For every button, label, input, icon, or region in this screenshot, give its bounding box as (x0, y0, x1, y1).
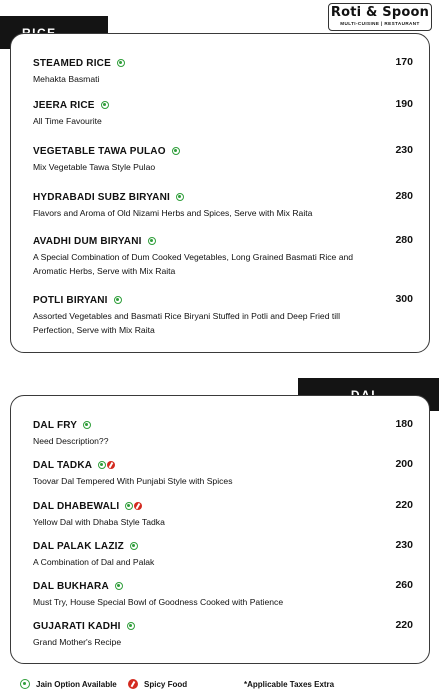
menu-item-header (33, 234, 413, 248)
menu-item-name: DAL DHABEWALI (33, 500, 120, 512)
menu-item-description: All Time Favourite (33, 116, 102, 126)
jain-option-icon (172, 147, 180, 155)
menu-item-description: Yellow Dal with Dhaba Style Tadka (33, 517, 165, 527)
menu-item-icons (98, 461, 115, 469)
dal-menu-panel (10, 395, 430, 664)
menu-item (33, 144, 413, 174)
menu-item-description: A Special Combination of Dum Cooked Vegetables, Long Grained Basmati Rice and Aromatic Herbs, Serve with Mix Raita (33, 252, 354, 276)
menu-item-icons (130, 542, 138, 550)
jain-option-icon (115, 582, 123, 590)
rice-menu-panel (10, 33, 430, 353)
logo-tagline: MULTI-CUISINE | RESTAURANT (340, 21, 420, 26)
menu-item-price: 220 (395, 619, 413, 631)
menu-item-name: DAL PALAK LAZIZ (33, 540, 124, 552)
menu-item-header (33, 458, 413, 472)
menu-item-description: Flavors and Aroma of Old Nizami Herbs and Spices, Serve with Mix Raita (33, 208, 313, 218)
menu-footer (0, 676, 439, 694)
jain-option-icon (130, 542, 138, 550)
menu-item (33, 234, 413, 278)
spicy-food-icon (134, 502, 142, 510)
menu-item-icons (125, 502, 142, 510)
menu-item-price: 200 (395, 458, 413, 470)
jain-option-icon (114, 296, 122, 304)
menu-item (33, 579, 413, 609)
menu-item-description: Mix Vegetable Tawa Style Pulao (33, 162, 156, 172)
menu-item-price: 280 (395, 190, 413, 202)
menu-item-icons (101, 101, 109, 109)
menu-item-icons (172, 147, 180, 155)
menu-item (33, 293, 413, 337)
menu-item-name: HYDRABADI SUBZ BIRYANI (33, 191, 171, 203)
menu-item-name: STEAMED RICE (33, 57, 111, 69)
menu-item (33, 499, 413, 529)
menu-item-description: Toovar Dal Tempered With Punjabi Style with Spices (33, 476, 233, 486)
menu-item-price: 220 (395, 499, 413, 511)
menu-item-icons (114, 296, 122, 304)
spicy-food-icon (128, 679, 138, 689)
menu-item-header (33, 144, 413, 158)
menu-item-header (33, 293, 413, 307)
jain-option-icon (117, 59, 125, 67)
menu-item-description: A Combination of Dal and Palak (33, 557, 155, 567)
menu-item-description: Mehakta Basmati (33, 74, 100, 84)
jain-option-icon (148, 237, 156, 245)
spicy-food-icon (107, 461, 115, 469)
menu-item-price: 260 (395, 579, 413, 591)
menu-item-icons (83, 421, 91, 429)
menu-item-icons (127, 622, 135, 630)
restaurant-logo (328, 3, 432, 31)
menu-item-header (33, 499, 413, 513)
menu-item-icons (117, 59, 125, 67)
menu-item-price: 170 (395, 56, 413, 68)
menu-item-icons (176, 193, 184, 201)
menu-item-price: 190 (395, 98, 413, 110)
legend-jain-label: Jain Option Available (36, 679, 117, 689)
menu-item-name: DAL TADKA (33, 459, 93, 471)
menu-item-price: 230 (395, 144, 413, 156)
logo-name: Roti & Spoon (330, 5, 430, 20)
menu-item (33, 619, 413, 649)
menu-item-header (33, 190, 413, 204)
legend-spicy-label: Spicy Food (144, 679, 188, 689)
menu-item-header (33, 539, 413, 553)
menu-item (33, 539, 413, 569)
menu-item-header (33, 579, 413, 593)
menu-item-price: 300 (395, 293, 413, 305)
menu-item (33, 190, 413, 220)
menu-item (33, 56, 413, 86)
menu-item-header (33, 619, 413, 633)
menu-item-price: 180 (395, 418, 413, 430)
jain-option-icon (83, 421, 91, 429)
menu-item-header (33, 56, 413, 70)
menu-item-icons (148, 237, 156, 245)
menu-item-name: DAL FRY (33, 419, 78, 431)
menu-item-name: AVADHI DUM BIRYANI (33, 235, 142, 247)
legend-spicy (128, 679, 187, 689)
jain-option-icon (20, 679, 30, 689)
menu-item-header (33, 98, 413, 112)
menu-item-description: Grand Mother's Recipe (33, 637, 122, 647)
menu-item-header (33, 418, 413, 432)
menu-item-description: Assorted Vegetables and Basmati Rice Biryani Stuffed in Potli and Deep Fried till Perfection, Serve with Mix Raita (33, 311, 340, 335)
menu-item-name: POTLI BIRYANI (33, 294, 108, 306)
menu-item-name: VEGETABLE TAWA PULAO (33, 145, 166, 157)
menu-item-icons (115, 582, 123, 590)
menu-item-price: 280 (395, 234, 413, 246)
jain-option-icon (98, 461, 106, 469)
legend-jain (20, 679, 117, 689)
menu-item (33, 458, 413, 488)
jain-option-icon (125, 502, 133, 510)
jain-option-icon (127, 622, 135, 630)
menu-item-name: JEERA RICE (33, 99, 95, 111)
menu-item-name: DAL BUKHARA (33, 580, 109, 592)
jain-option-icon (176, 193, 184, 201)
menu-item-description: Must Try, House Special Bowl of Goodness Cooked with Patience (33, 597, 284, 607)
taxes-note: *Applicable Taxes Extra (244, 680, 335, 689)
jain-option-icon (101, 101, 109, 109)
menu-item-description: Need Description?? (33, 436, 109, 446)
menu-item (33, 98, 413, 128)
menu-item (33, 418, 413, 448)
menu-item-name: GUJARATI KADHI (33, 620, 121, 632)
menu-item-price: 230 (395, 539, 413, 551)
